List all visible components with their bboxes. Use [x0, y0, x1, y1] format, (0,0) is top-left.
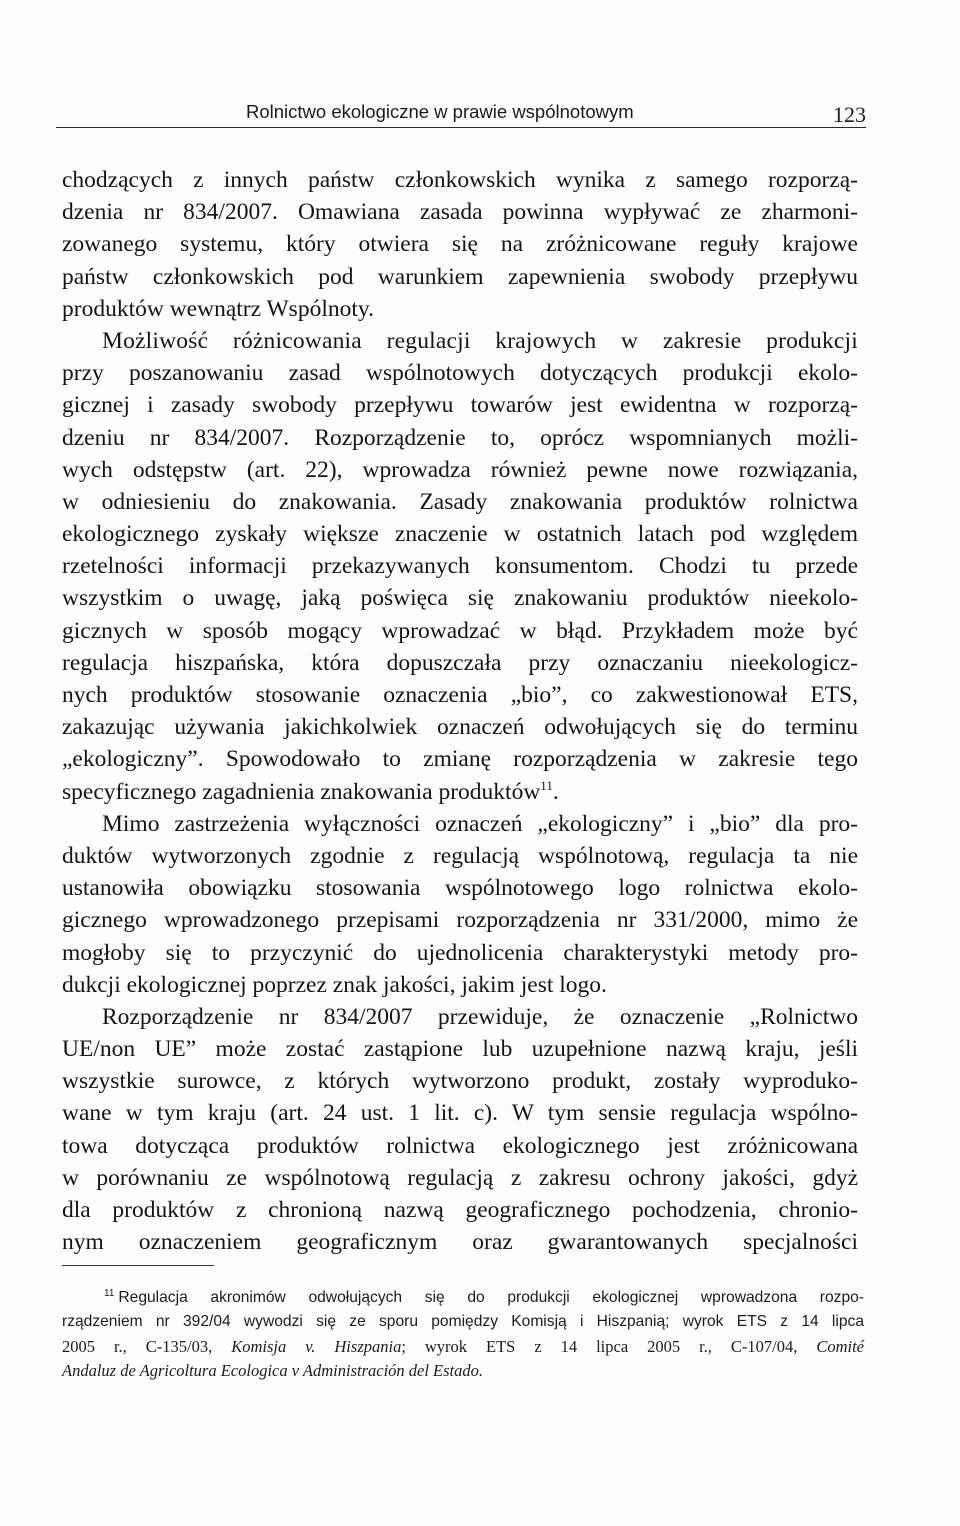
text-line: wszystkie surowce, z których wytworzono produkt, zostały wyproduko-: [62, 1068, 858, 1095]
footnote-text: ; wyrok ETS z 14 lipca 2005 r., C-107/04,: [401, 1336, 817, 1356]
footnote-line: rządzeniem nr 392/04 wywodzi się ze sporu pomiędzy Komisją i Hiszpanią; wyrok ETS z 14 lipca: [62, 1313, 864, 1331]
text-line: regulacja hiszpańska, która dopuszczała przy oznaczaniu nieekologicz-: [62, 649, 858, 676]
text-line: wych odstępstw (art. 22), wprowadza również pewne nowe rozwiązania,: [62, 456, 858, 483]
paragraph-start-line: Rozporządzenie nr 834/2007 przewiduje, że oznaczenie „Rolnictwo: [102, 1003, 858, 1030]
text-line: „ekologiczny”. Spowodowało to zmianę rozporządzenia w zakresie tego: [62, 746, 858, 773]
text-line: mogłoby się to przyczynić do ujednolicenia charakterystyki metody pro-: [62, 939, 858, 966]
text-line: gicznych w sposób mogący wprowadzać w błąd. Przykładem może być: [62, 617, 858, 644]
case-name-italic: Komisja v. Hiszpania: [231, 1336, 402, 1356]
header-rule: [56, 127, 866, 128]
footnote-separator: [62, 1265, 214, 1266]
text-line-with-footnote: [62, 776, 858, 808]
footnote-line: [62, 1286, 864, 1310]
footnote-text: 2005 r., C-135/03,: [62, 1336, 232, 1356]
text-line: wszystkim o uwagę, jaką poświęca się znakowaniu produktów nieekolo-: [62, 585, 858, 612]
text-line: gicznego wprowadzonego przepisami rozporządzenia nr 331/2000, mimo że: [62, 907, 858, 934]
text-line: dzeniu nr 834/2007. Rozporządzenie to, oprócz wspomnianych możli-: [62, 424, 858, 451]
text-line: nym oznaczeniem geograficznym oraz gwarantowanych specjalności: [62, 1229, 858, 1256]
text-line: duktów wytworzonych zgodnie z regulacją wspólnotową, regulacja ta nie: [62, 842, 858, 869]
text-line: produktów wewnątrz Wspólnoty.: [62, 295, 374, 322]
text-line: przy poszanowaniu zasad wspólnotowych dotyczących produkcji ekolo-: [62, 360, 858, 387]
text-line: zowanego systemu, który otwiera się na zróżnicowane reguły krajowe: [62, 231, 858, 258]
running-header-title: Rolnictwo ekologiczne w prawie wspólnotowym: [246, 101, 634, 122]
text-line: towa dotycząca produktów rolnictwa ekologicznego jest zróżnicowana: [62, 1132, 858, 1159]
footnotes: [62, 1286, 864, 1383]
text-line: dukcji ekologicznej poprzez znak jakości, jakim jest logo.: [62, 971, 607, 998]
text-line: w odniesieniu do znakowania. Zasady znakowania produktów rolnictwa: [62, 488, 858, 515]
case-name-italic: Comité: [816, 1336, 865, 1356]
text-line: nych produktów stosowanie oznaczenia „bio”, co zakwestionował ETS,: [62, 682, 858, 708]
body-text: [62, 164, 858, 1258]
text-line: UE/non UE” może zostać zastąpione lub uzupełnione nazwą kraju, jeśli: [62, 1036, 858, 1063]
page-number: 123: [833, 102, 866, 127]
footnote-text: Regulacja akronimów odwołujących się do produkcji ekologicznej wprowadzona rozpo-: [118, 1289, 864, 1306]
footnote-line: Andaluz de Agricoltura Ecologica v Administración del Estado.: [62, 1360, 484, 1380]
text-line: wane w tym kraju (art. 24 ust. 1 lit. c). W tym sensie regulacja wspólno-: [62, 1100, 858, 1127]
text-line: dzenia nr 834/2007. Omawiana zasada powinna wypływać ze zharmoni-: [62, 199, 858, 226]
text-line: ekologicznego zyskały większe znaczenie w ostatnich latach pod względem: [62, 521, 858, 548]
text-line: w porównaniu ze wspólnotową regulacją z zakresu ochrony jakości, gdyż: [62, 1164, 858, 1191]
footnote-marker: 11: [104, 1287, 115, 1299]
text-line: ustanowiła obowiązku stosowania wspólnotowego logo rolnictwa ekolo-: [62, 875, 858, 902]
text-line: chodzących z innych państw członkowskich wynika z samego rozporzą-: [62, 167, 858, 193]
footnote-line: [62, 1335, 864, 1359]
line-end-period: .: [552, 778, 559, 805]
text-line: zakazując używania jakichkolwiek oznaczeń odwołujących się do terminu: [62, 714, 858, 741]
text-line: rzetelności informacji przekazywanych konsumentom. Chodzi tu przede: [62, 553, 858, 580]
paragraph-start-line: Mimo zastrzeżenia wyłączności oznaczeń „ekologiczny” i „bio” dla pro-: [102, 810, 858, 837]
text-line-content: specyficznego zagadnienia znakowania produktów: [62, 778, 541, 805]
text-line: gicznej i zasady swobody przepływu towarów jest ewidentna w rozporzą-: [62, 392, 858, 419]
running-header: [56, 96, 866, 126]
paragraph-start-line: Możliwość różnicowania regulacji krajowych w zakresie produkcji: [102, 327, 858, 354]
text-line: dla produktów z chronioną nazwą geograficznego pochodzenia, chronio-: [62, 1197, 858, 1223]
text-line: państw członkowskich pod warunkiem zapewnienia swobody przepływu: [62, 263, 858, 290]
footnote-reference[interactable]: 11: [540, 777, 553, 793]
